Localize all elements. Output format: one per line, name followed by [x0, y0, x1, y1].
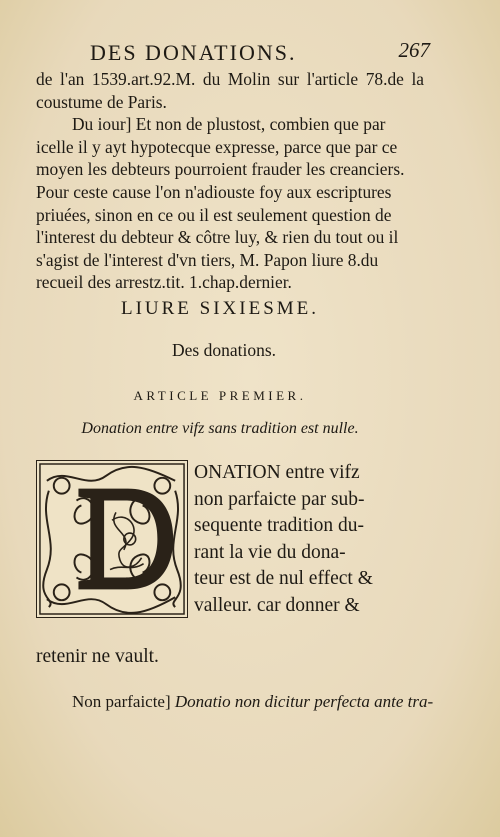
book-heading: LIURE SIXIESME.: [120, 298, 320, 319]
article-text-beside-initial: [194, 460, 424, 620]
article-rubric: Donation entre vifz sans tradition est nulle.: [81, 420, 359, 437]
article-line: rant la vie du dona-: [194, 541, 346, 563]
decorated-initial-d-image: [36, 460, 188, 618]
page-number: 267: [398, 38, 430, 62]
article-line: ONATION entre vifz: [194, 462, 360, 483]
paragraph-continuation: de l'an 1539.art.92.M. du Molin sur l'article 78.de la coustume de Paris.: [36, 69, 424, 112]
note-lemma: Non parfaicte]: [72, 692, 171, 711]
article-line: teur est de nul effect &: [194, 568, 373, 590]
running-head-title: DES DONATIONS.: [90, 40, 297, 65]
article-line: sequente tradition du-: [194, 515, 365, 537]
article-text-final-line: retenir ne vault.: [36, 646, 159, 667]
book-subtitle: Des donations.: [171, 340, 277, 360]
commentary-note: [72, 692, 433, 712]
commentary-text: [36, 68, 424, 294]
note-gloss: Donatio non dicitur perfecta ante tra-: [174, 692, 434, 711]
article-line: valleur. car donner &: [194, 594, 360, 616]
article-line: non parfaicte par sub-: [194, 488, 365, 510]
paragraph-du-iour: Du iour] Et non de plustost, combien que par icelle il y ayt hypotecque expresse, parce que par ce moyen les debteurs pourroient frauder les creanciers. Pour ceste cause l'on n'adiouste foy aux escriptures priuées, sinon en ce ou il est seulement question de l'interest du debteur & côtre luy, & rien du tout ou il s'agist de l'interest d'vn tiers, M. Papon liure 8.du recueil des arrestz.tit. 1.chap.dernier.: [36, 114, 405, 293]
running-head: [90, 40, 430, 68]
article-heading: ARTICLE PREMIER.: [133, 388, 307, 403]
ornamental-initial-svg: [37, 461, 187, 617]
